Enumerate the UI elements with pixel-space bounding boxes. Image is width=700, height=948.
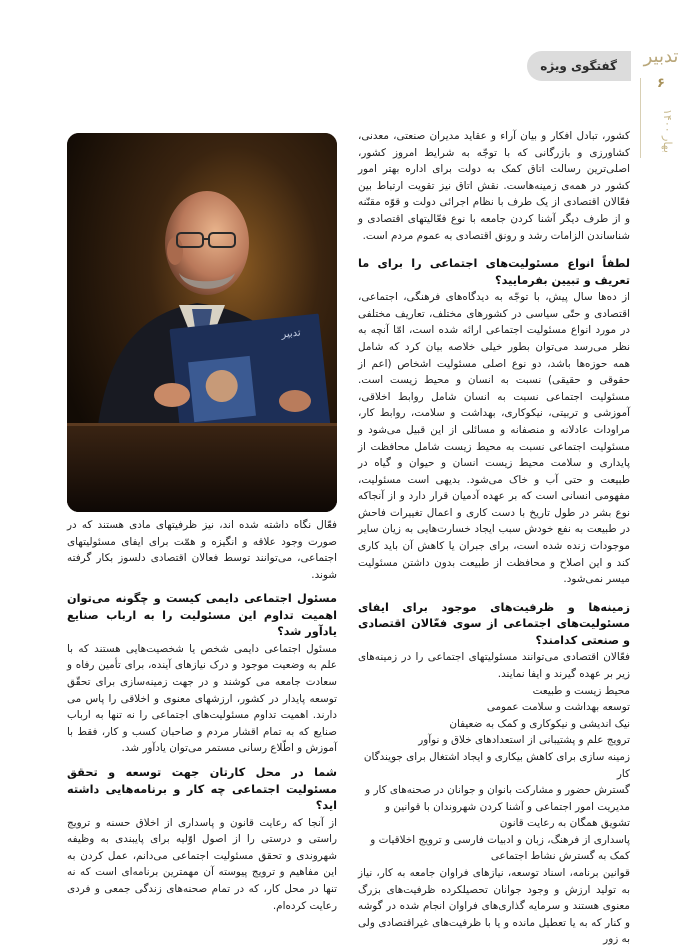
list-item: توسعه بهداشت و سلامت عمومی [486,701,630,714]
question-heading: لطفاً انواع مسئولیت‌های اجتماعی را برای ما تعریف و تبیین بفرمایید؟ [358,257,630,287]
left-text-column [67,517,337,912]
list-item: پاسداری از فرهنگ، زبان و ادبیات فارسی و ترویج اخلاقیات و کمک به گسترش نشاط اجتماعی [370,833,630,863]
paragraph: فعّال نگاه داشته شده اند، نیز ظرفیتهای مادی هستند که در صورت وجود علاقه و انگیزه و همّت برای ایفای مسئولیتهای اجتماعی، می‌توانند توسط فعالان اقتصادی دلسوز بکار گرفته شوند. [67,519,337,581]
list-item: نیک اندیشی و نیکوکاری و کمک به ضعیفان [449,717,630,730]
magazine-logo: تدبیر [643,46,679,67]
list-item: زمینه سازی برای کاهش بیکاری و ایجاد اشتغال برای جویندگان کار [363,750,630,780]
paragraph: فعّالان اقتصادی می‌توانند مسئولیتهای اجتماعی را در زمینه‌های زیر بر عهده گیرند و ایفا نمایند. [358,651,630,680]
list-item: محیط زیست و طبیعت [532,684,630,697]
booklet-logo: تدبیر [280,327,302,341]
paragraph: قوانین برنامه، اسناد توسعه، نیازهای فراوان جامعه به کار، نیاز به تولید ارزش و وجود جوانان تحصیلکرده ظرفیت‌های بزرگ معنوی هستند و سرمایه گذاری‌های فراوان انجام شده در گوشه و کنار که به یا تعطیل مانده و یا با ظرفیت‌های غیراقتصادی ولی به زور [358,867,630,946]
paragraph: کشور، تبادل افکار و بیان آراء و عقاید مدیران صنعتی، معدنی، کشاورزی و بازرگانی که با توجّه به شرایط امروز کشور، اصلی‌ترین رسالت اتاق کمک به دولت برای اداره بهتر امور کشور در همه‌ی زمینه‌هاست. نقش اتاق نیز تقویت ارتباط بین فعّالان اقتصادی از یک طرف با نظام اجرائی دولت و قوّه مقنّنه و از طرف دیگر آشنا کردن جامعه با نوع فعّالیتهای اقتصادی و شناساندن الزامات رشد و رونق اقتصادی به عموم مردم است. [358,130,630,242]
question-heading: مسئول اجتماعی دایمی کیست و چگونه می‌توان اهمیت تداوم این مسئولیت را به ارباب صنایع یادآور شد؟ [67,592,337,639]
list-item: گسترش حضور و مشارکت بانوان و جوانان در صحنه‌های کار و مدیریت امور اجتماعی و آشنا کردن شهروندان با قوانین و تشویق همگان به رعایت قانون [365,784,630,830]
right-text-column [358,128,630,946]
paragraph: مسئول اجتماعی دایمی شخص یا شخصیت‌هایی هستند که با علم به وضعیت موجود و درک نیازهای آینده، برای تأمین رفاه و سعادت جامعه می کوشند و در جهت زمینه‌سازی برای تحقّق توسعه پایدار در کشور، ارزشهای معنوی و اخلاقی را پاس می دارند. اهمیت تداوم مسئولیت‌های اجتماعی را نه تنها به ارباب صنایع که به تمام اقشار مردم و صاحبان کسب و کار، فقط با آموزش و اطّلاع رسانی مستمر می‌توان یادآور شد. [67,642,337,755]
list-item: ترویج علم و پشتیبانی از استعدادهای خلاق و نوآور [418,734,630,747]
photo-illustration [67,133,337,512]
question-heading: زمینه‌ها و ظرفیت‌های موجود برای ایفای مسئولیت‌های اجتماعی از سوی فعّالان اقتصادی و صنعتی کدامند؟ [358,600,630,647]
interview-photo [67,133,337,512]
issue-label: بهار ۱۴۰۰ [661,109,674,153]
paragraph: از ده‌ها سال پیش، با توجّه به دیدگاه‌های فرهنگی، اجتماعی، اقتصادی و حتّی سیاسی در کشورهای مختلف، تعاریف مختلفی در مورد انواع مسئولیت اجتماعی ارائه شده است، امّا آنچه به نظر می‌رسد می‌توان بطور خیلی خلاصه بیان کرد که شامل همه حوزه‌ها باشد، دو نوع اصلی مسئولیت اشخاص (اعم از حقوقی و حقیقی) نسبت به انسان و محیط زیست است. مسئولیت اجتماعی نسبت به انسان شامل روابط اخلاقی، آموزشی و تربیتی، نیکوکاری، بهداشت و سلامت، روابط کار، مراودات عادلانه و منصفانه و مسائلی از این قبیل می‌شود و مسئولیت اجتماعی نسبت به محیط زیست شامل محافظت از پایداری و سلامت محیط زیست انسان و حیوان و گیاه در طبیعت و حتی آب و خاک می‌شود. بدیهی است مسئولیت، مفهومی انسانی است که بر عهده آدمیان قرار دارد و از آنجاکه نوع بشر در طول تاریخ با دست کاری و اعمال تغییرات فاحش در طبیعت به نفع خودش سبب ایجاد خسارت‌هایی به زیان سایر موجودات زنده شده است، برای جبران یا کاهش آن باید کاری کند و این اصلاح و محافظت از طبیعت بدون داشتن مسئولیت میسر نمی‌شود. [358,291,630,586]
section-tab: گفتگوی ویژه [527,51,631,81]
question-heading: شما در محل کارتان جهت توسعه و تحقق مسئولیت اجتماعی چه کار و برنامه‌هایی داشته اید؟ [67,766,337,813]
paragraph: از آنجا که رعایت قانون و پاسداری از اخلاق حسنه و ترویج راستی و درستی را از اصول اوّلیه برای پایبندی به وظیفه شهروندی و تحقق مسئولیت اجتماعی می‌دانم، عمل کردن به این مفاهیم و ترویج پیوسته آن مهمترین برنامه‌ای است که نه تنها در محل کار، که در تمام صحنه‌های زندگی جمعی و فردی رعایت کرده‌ام. [67,816,337,912]
margin-rule [640,78,641,158]
page-number: ۶ [657,76,665,91]
